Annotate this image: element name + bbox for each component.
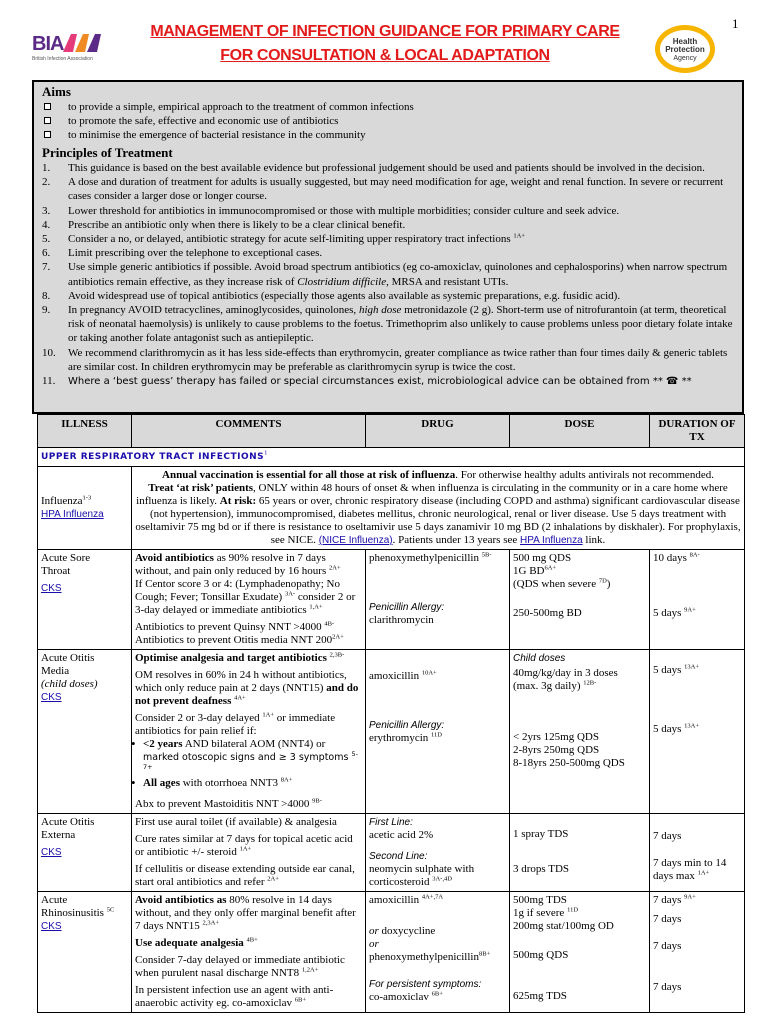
checkbox-bullet-icon — [44, 103, 51, 110]
checkbox-bullet-icon — [44, 117, 51, 124]
illness-name: Influenza — [41, 495, 83, 507]
principles-heading: Principles of Treatment — [42, 145, 173, 160]
drug-name: phenoxymethylpenicillin — [369, 552, 479, 564]
drug-name: phenoxymethylpenicillin — [369, 951, 479, 963]
col-header-illness: ILLNESS — [38, 415, 132, 448]
illness-name: Acute — [41, 894, 68, 906]
principle-item: 9. In pregnancy AVOID tetracyclines, aminoglycosides, quinolones, high dose metronidazole (2 g). Short-term use of nitrofurantoin (at term, theoretical risk of neonatal haemolysis) is unlikely to cause problems to the foetus. Trimethoprim also unlikely to cause problems unless poor dietary folate intake or taking another folate antagonist such as antiepileptic. — [42, 304, 733, 345]
aims-heading: Aims — [42, 84, 71, 99]
aims-item: to promote the safe, effective and economic use of antibiotics — [42, 114, 734, 128]
drug-name: neomycin sulphate with corticosteroid — [369, 863, 475, 888]
drug-name: doxycycline — [381, 925, 436, 937]
principle-item: 10. We recommend clarithromycin as it has less side-effects than erythromycin, greater compliance as twice rather than four times daily & generic tablets are similar cost. In children erythromycin may be preferable as clarithromycin syrup is twice the cost. — [42, 346, 728, 373]
col-header-dose: DOSE — [510, 415, 650, 448]
hpa-influenza-link-2[interactable]: HPA Influenza — [520, 535, 583, 546]
aims-list — [42, 100, 734, 142]
col-header-comments: COMMENTS — [132, 415, 366, 448]
drug-name: acetic acid 2% — [369, 829, 434, 841]
section-title: UPPER RESPIRATORY TRACT INFECTIONS — [41, 452, 265, 462]
cks-link[interactable]: CKS — [41, 921, 62, 932]
aims-principles-box — [32, 80, 744, 414]
table-header-row — [38, 415, 745, 448]
drug-name: clarithromycin — [369, 614, 434, 626]
principle-item: 6. Limit prescribing over the telephone to exceptional cases. — [42, 247, 323, 260]
page-number: 1 — [732, 16, 739, 31]
cks-link[interactable]: CKS — [41, 583, 62, 594]
page-header — [0, 0, 768, 80]
treatment-table — [37, 414, 745, 1013]
section-row: UPPER RESPIRATORY TRACT INFECTIONS$^1$ — [38, 448, 745, 467]
principle-item: 7. Use simple generic antibiotics if possible. Avoid broad spectrum antibiotics (eg co-amoxiclav, quinolones and cephalosporins) when narrow spectrum antibiotics remain effective, as they increase risk of Clostridium difficile, MRSA and resistant UTIs. — [42, 261, 728, 288]
page-title — [140, 20, 630, 68]
col-header-duration: DURATION OF TX — [650, 415, 745, 448]
hpa-logo-line-3: Agency — [673, 55, 697, 62]
bia-logo — [32, 34, 132, 64]
principles-list — [42, 161, 734, 389]
principle-item: 1. This guidance is based on the best available evidence but professional judgement should be used and patients should be involved in the decision. — [42, 162, 705, 174]
table-row: Acute Otitis Externa CKS First use aural toilet (if available) & analgesia Cure rates similar at 7 days for topical acetic acid or antibiotic +/- steroid $^{1A+}$ If cellulitis or disease extending outside ear canal, start oral antibiotics and refer $^{2A+}$ First Line: acetic acid 2% Second Line: neomycin sulphate with corticosteroid $^{3A-,4D}$ 1 spray TDS 3 drops TDS 7 days 7 days min to 14 days max $^{1A+}$ — [38, 814, 745, 892]
title-line-1: MANAGEMENT OF INFECTION GUIDANCE FOR PRIMARY CARE — [150, 23, 620, 40]
principle-item: 5. Consider a no, or delayed, antibiotic strategy for acute self-limiting upper respiratory tract infections $^{1A+}$ — [42, 232, 525, 246]
illness-name: Acute Otitis — [41, 652, 95, 664]
table-row: Acute Rhinosinusitis $^{5C}$ CKS Avoid antibiotics as 80% resolve in 14 days without, and they only offer marginal benefit after 7 days NNT15 $^{2,3A+}$ Use adequate analgesia $^{4B+}$ Consider 7-day delayed or immediate antibiotic when purulent nasal discharge NNT8 $^{1,2A+}$ In persistent infection use an agent with anti-anaerobic activity eg. co-amoxiclav $^{6B+}$ amoxicillin $^{4A+,7A}$ or doxycycline or phenoxymethylpenicillin$^{8B+}$ For persistent symptoms: co-amoxiclav $^{6B+}$ 500mg TDS 1g if severe $^{11D}$ 200mg stat/100mg OD 500mg QDS 625mg TDS 7 days $^{9A+}$ 7 days 7 days 7 days — [38, 892, 745, 1013]
col-header-drug: DRUG — [366, 415, 510, 448]
principle-item: 4. Prescribe an antibiotic only when there is likely to be a clear clinical benefit. — [42, 218, 406, 231]
principle-item: 3. Lower threshold for antibiotics in immunocompromised or those with multiple morbidities; consider culture and seek advice. — [42, 204, 620, 217]
table-row: Influenza$^{1-3}$ HPA Influenza Annual vaccination is essential for all those at risk of influenza. For otherwise healthy adults antivirals not recommended. Treat ‘at risk’ patients, ONLY within 48 hours of onset & when influenza is circulating in the community or in a care home where influenza is likely. At risk: 65 years or over, chronic respiratory disease (including COPD and asthma) significant cardiovascular disease (not hypertension), immunocompromised, diabetes mellitus, chronic neurological, renal or liver disease. Use 5 days treatment with oseltamivir 75 mg bd or if there is resistance to oseltamivir use 5 days zanamivir 10 mg BD (2 inhalations by diskhaler). For prophylaxis, see NICE. (NICE Influenza). Patients under 13 years see HPA Influenza link. — [38, 467, 745, 550]
hpa-logo — [654, 20, 716, 74]
bia-logo-mark-icon — [63, 34, 107, 52]
title-line-2: FOR CONSULTATION & LOCAL ADAPTATION — [220, 47, 550, 64]
aims-item: to minimise the emergence of bacterial resistance in the community — [42, 128, 734, 142]
illness-name: Acute Sore — [41, 552, 91, 564]
table-row: Acute Otitis Media (child doses) CKS Optimise analgesia and target antibiotics $^{2,3B-}$ OM resolves in 60% in 24 h without antibiotics, which only reduce pain at 2 days (NNT15) and do not prevent deafness $^{4A+}$ Consider 2 or 3-day delayed $^{1A+}$ or immediate antibiotics for pain relief if: • <2 years AND bilateral AOM (NNT4) or marked otoscopic signs and ≥ 3 symptoms $^{5-7+}$ • All ages with otorrhoea NNT3 $^{8A+}$ Abx to prevent Mastoiditis NNT >4000 $^{9B-}$ amoxicillin $^{10A+}$ Penicillin Allergy: erythromycin $^{11D}$ Child doses 40mg/kg/day in 3 doses (max. 3g daily) $^{12B-}$ < 2yrs 125mg QDS 2-8yrs 250mg QDS 8-18yrs 250-500mg QDS 5 days $^{13A+}$ 5 days $^{13A+}$ — [38, 650, 745, 814]
hpa-logo-line-1: Health — [672, 37, 698, 46]
bia-logo-subtitle: British Infection Association — [32, 56, 93, 62]
drug-name: erythromycin — [369, 732, 429, 744]
drug-name: co-amoxiclav — [369, 991, 429, 1003]
checkbox-bullet-icon — [44, 131, 51, 138]
illness-name: Acute Otitis — [41, 816, 95, 828]
drug-name: amoxicillin — [369, 670, 420, 682]
aims-item: to provide a simple, empirical approach to the treatment of common infections — [42, 100, 734, 114]
drug-name: amoxicillin — [369, 894, 420, 906]
principle-item: 11. Where a ‘best guess’ therapy has failed or special circumstances exist, microbiological advice can be obtained from ** ☎ ** — [42, 375, 692, 388]
nice-influenza-link[interactable]: (NICE Influenza) — [318, 535, 393, 546]
bia-logo-letters: BIA — [32, 33, 64, 55]
cks-link[interactable]: CKS — [41, 692, 62, 703]
hpa-logo-line-2: Protection — [665, 45, 705, 54]
hpa-influenza-link[interactable]: HPA Influenza — [41, 509, 104, 520]
principle-item: 8. Avoid widespread use of topical antibiotics (especially those agents also available as systemic preparations, e.g. fusidic acid). — [42, 289, 621, 302]
table-row: Acute Sore Throat CKS Avoid antibiotics as 90% resolve in 7 days without, and pain only reduced by 16 hours $^{2A+}$ If Centor score 3 or 4: (Lymphadenopathy; No Cough; Fever; Tonsillar Exudate) $^{3A-}$ consider 2 or 3-day delayed or immediate antibiotics $^{1,A+}$ Antibiotics to prevent Quinsy NNT >4000 $^{4B-}$ Antibiotics to prevent Otitis media NNT $200^{2A+}$ phenoxymethylpenicillin $^{5B-}$ Penicillin Allergy: clarithromycin 500 mg QDS 1G $BD^{6A+}$ (QDS when severe $^{7D}$) 250-500mg BD 10 days $^{8A-}$ 5 days $^{9A+}$ — [38, 550, 745, 650]
cks-link[interactable]: CKS — [41, 847, 62, 858]
principle-item: 2. A dose and duration of treatment for adults is usually suggested, but may need modification for age, weight and renal function. In severe or recurrent cases consider a larger dose or longer course. — [42, 176, 724, 203]
